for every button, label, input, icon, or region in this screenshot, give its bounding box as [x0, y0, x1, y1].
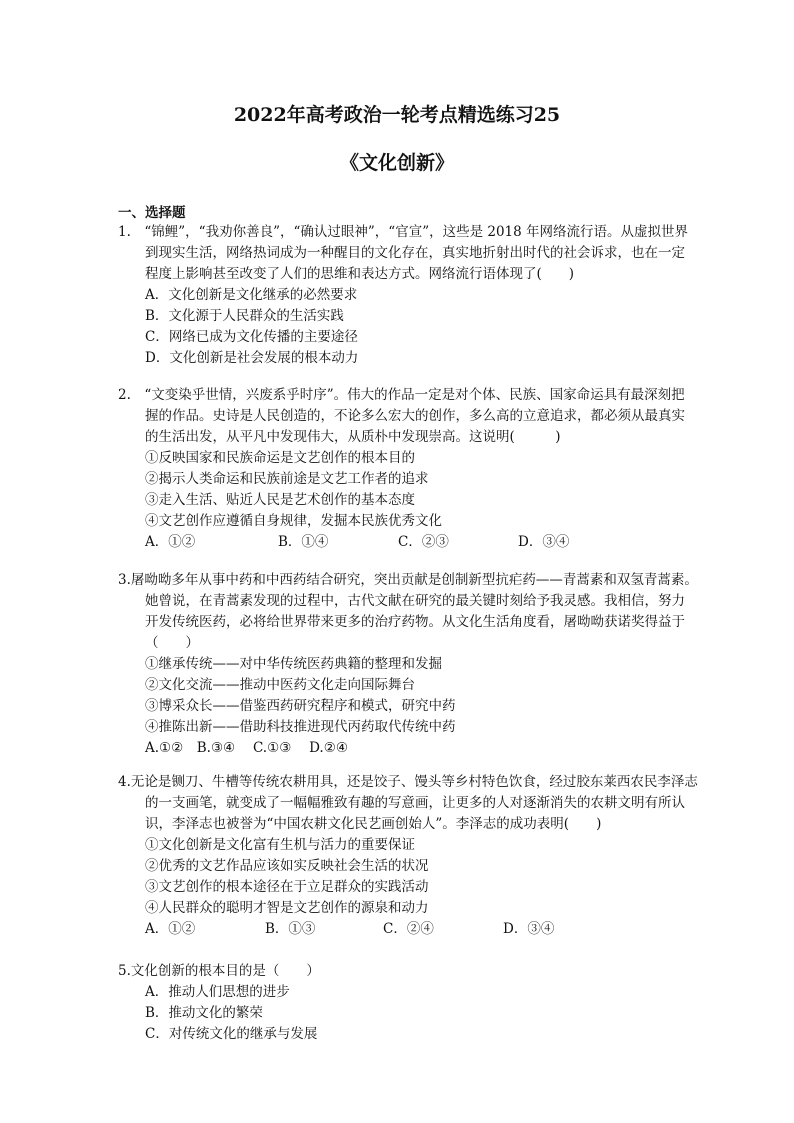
statement-item: ④文艺创作应遵循自身规律，发掘本民族优秀文化 [145, 513, 442, 529]
question-5 [118, 961, 698, 1045]
statement-item: ②文化交流——推动中医药文化走向国际舞台 [145, 677, 415, 693]
option: B．文化源于人民群众的生活实践 [145, 308, 344, 324]
statement-item: ④人民群众的聪明才智是文艺创作的源泉和动力 [145, 900, 429, 916]
question-stem: 2. “文变染乎世情，兴废系乎时序”。伟大的作品一定是对个体、民族、国家命运具有最深刻把握的作品。史诗是人民创造的，不论多么宏大的创作，多么高的立意追求，都必须从最真实的生活出发，从平凡中发现伟大，从质朴中发现崇高。这说明( ) [118, 387, 685, 445]
choice: C．②④ [383, 921, 434, 937]
choice: B．①③ [265, 921, 316, 937]
choice-row: A.①② B.③④ C.①③ D.②④ [145, 740, 348, 756]
option: A．推动人们思想的进步 [145, 984, 290, 1000]
statement-item: ④推陈出新——借助科技推进现代丙药取代传统中药 [145, 719, 456, 735]
statement-item: ③文艺创作的根本途径在于立足群众的实践活动 [145, 879, 429, 895]
choice: A．①② [145, 921, 196, 937]
statement-item: ③博采众长——借鉴西药研究程序和模式，研究中药 [145, 698, 456, 714]
statement-item: ①文化创新是文化富有生机与活力的重要保证 [145, 837, 415, 853]
choice-row [118, 532, 698, 553]
question-3 [118, 570, 698, 759]
question-stem: 4.无论是铡刀、牛槽等传统农耕用具，还是饺子、馒头等乡村特色饮食，经过胶东莱西农民李泽志的一支画笔，就变成了一幅幅雅致有趣的写意画，让更多的人对逐渐消失的农耕文明有所认识，李泽志也被誉为“中国农耕文化民艺画创始人”。李泽志的成功表明( ) [118, 774, 698, 832]
option: B．推动文化的繁荣 [145, 1005, 263, 1021]
document-title: 2022年高考政治一轮考点精选练习25 [233, 104, 561, 126]
statement-item: ③走入生活、贴近人民是艺术创作的基本态度 [145, 492, 415, 508]
choice: B．①④ [278, 534, 329, 550]
question-stem: 3.屠呦呦多年从事中药和中西药结合研究，突出贡献是创制新型抗疟药——青蒿素和双氢青蒿素。她曾说，在青蒿素发现的过程中，古代文献在研究的最关键时刻给予我灵感。我相信，努力开发传统医药，必将给世界带来更多的治疗药物。从文化生活角度看，屠呦呦获诺奖得益于（ ） [118, 572, 698, 651]
statement-item: ①反映国家和民族命运是文艺创作的根本目的 [145, 450, 415, 466]
choice: D．③④ [503, 921, 555, 937]
statement-item: ②揭示人类命运和民族前途是文艺工作者的追求 [145, 471, 429, 487]
document-subtitle: 《文化创新》 [339, 152, 454, 174]
option: C．对传统文化的继承与发展 [145, 1026, 318, 1042]
section-heading: 一、选择题 [118, 205, 186, 221]
option: C．网络已成为文化传播的主要途径 [145, 329, 358, 345]
option: D．文化创新是社会发展的根本动力 [145, 350, 359, 366]
choice-row [118, 919, 698, 940]
statement-item: ①继承传统——对中华传统医药典籍的整理和发掘 [145, 656, 442, 672]
question-2 [118, 385, 698, 553]
question-stem: 5.文化创新的根本目的是（ ） [118, 963, 320, 979]
choice: A．①② [145, 534, 196, 550]
question-1 [118, 222, 698, 369]
choice: D．③④ [518, 534, 570, 550]
option: A．文化创新是文化继承的必然要求 [145, 287, 358, 303]
choice: C．②③ [398, 534, 449, 550]
question-stem: 1. “锦鲤”，“我劝你善良”，“确认过眼神”，“官宣”，这些是 2018 年网络流行语。从虚拟世界到现实生活，网络热词成为一种醒目的文化存在，真实地折射出时代的社会诉求，也在一定程度上影响甚至改变了人们的思维和表达方式。网络流行语体现了( ) [118, 224, 689, 282]
statement-item: ②优秀的文艺作品应该如实反映社会生活的状况 [145, 858, 429, 874]
question-4 [118, 772, 698, 940]
